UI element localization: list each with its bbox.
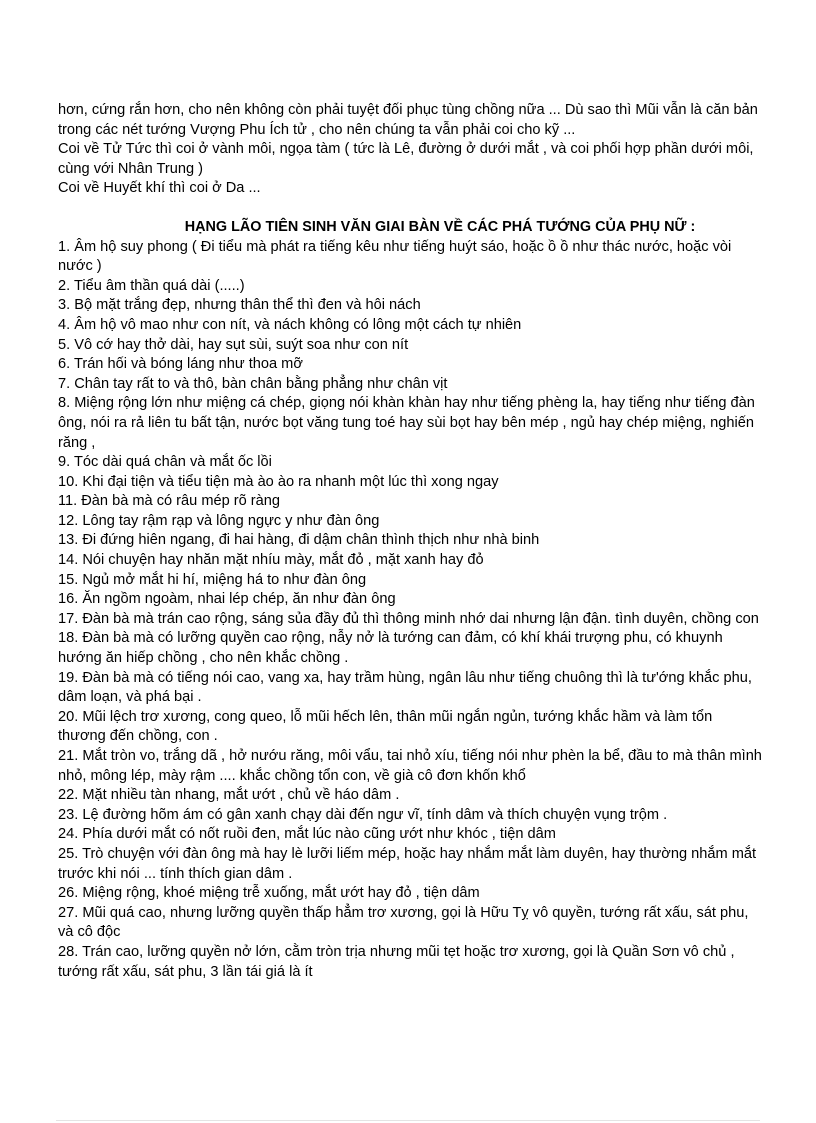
list-item: 6. Trán hối và bóng láng như thoa mỡ <box>58 356 303 373</box>
list-item: 22. Mặt nhiều tàn nhang, mắt ướt , chủ về háo dâm . <box>58 787 400 804</box>
list-item: 8. Miệng rộng lớn như miệng cá chép, giọng nói khàn khàn hay như tiếng phèng la, hay tiếng như tiếng đàn ông, nói ra rả liên tu bất tận, nước bọt văng tung toé hay sùi bọt hay bên mép , ngủ hay chép miệng, nghiến răng , <box>58 395 755 451</box>
list-item: 25. Trò chuyện với đàn ông mà hay lè lưỡi liếm mép, hoặc hay nhắm mắt làm duyên, hay thường nhắm mắt trước khi nói ... tính thích gian dâm . <box>58 845 757 882</box>
list-item: 5. Vô cớ hay thở dài, hay sụt sùi, suýt soa như con nít <box>58 336 409 353</box>
list-item: 14. Nói chuyện hay nhăn mặt nhíu mày, mắt đỏ , mặt xanh hay đỏ <box>58 552 484 569</box>
intro-paragraph: Coi về Huyết khí thì coi ở Da ... <box>58 180 261 197</box>
list-item: 24. Phía dưới mắt có nốt ruồi đen, mắt lúc nào cũng ướt như khóc , tiện dâm <box>58 826 556 843</box>
list-item: 19. Đàn bà mà có tiếng nói cao, vang xa, hay trầm hùng, ngân lâu như tiếng chuông thì là tư'ớng khắc phu, dâm loạn, và phá bại . <box>58 669 752 706</box>
list-item: 1. Âm hộ suy phong ( Đi tiểu mà phát ra tiếng kêu như tiếng huýt sáo, hoặc ồ ồ như thác nước, hoặc vòi nước ) <box>58 238 732 275</box>
intro-paragraph: hơn, cứng rắn hơn, cho nên không còn phải tuyệt đối phục tùng chồng nữa ... Dù sao thì Mũi vẫn là căn bản trong các nét tướng Vượng Phu Ích tử , cho nên chúng ta vẫn phải coi cho kỹ ... <box>58 102 758 138</box>
list-item: 21. Mắt tròn vo, trắng dã , hở nướu răng, môi vẩu, tai nhỏ xíu, tiếng nói như phèn la bể, đầu to mà thân mình nhỏ, mông lép, mày rậm .... khắc chồng tổn con, về già cô đơn khốn khổ <box>58 748 762 784</box>
document-page <box>58 101 762 982</box>
list-item: 27. Mũi quá cao, nhưng lưỡng quyền thấp hẳm trơ xương, gọi là Hữu Tỵ vô quyền, tướng rất xấu, sát phu, và cô độc <box>58 904 749 941</box>
section-heading: HẠNG LÃO TIÊN SINH VĂN GIAI BÀN VỀ CÁC PHÁ TƯỚNG CỦA PHỤ NỮ : <box>184 218 696 235</box>
list-item: 11. Đàn bà mà có râu mép rõ ràng <box>58 493 280 510</box>
intro-paragraph: Coi về Tử Tức thì coi ở vành môi, ngọa tàm ( tức là Lê, đường ở dưới mắt , và coi phối hợp phần dưới môi, cùng với Nhân Trung ) <box>58 141 754 177</box>
list-item: 12. Lông tay rậm rạp và lông ngực y như đàn ông <box>58 512 380 529</box>
list-item: 28. Trán cao, lưỡng quyền nở lớn, cằm tròn trịa nhưng mũi tẹt hoặc trơ xương, gọi là Quần Sơn vô chủ , tướng rất xấu, sát phu, 3 lần tái giá là ít <box>58 943 735 980</box>
page-bottom-divider <box>56 1120 760 1121</box>
list-item: 10. Khi đại tiện và tiểu tiện mà ào ào ra nhanh một lúc thì xong ngay <box>58 473 499 490</box>
list-item: 7. Chân tay rất to và thô, bàn chân bằng phẳng như chân vịt <box>58 375 448 392</box>
list-item: 15. Ngủ mở mắt hi hí, miệng há to như đàn ông <box>58 571 367 588</box>
list-item: 16. Ăn ngồm ngoàm, nhai lép chép, ăn như đàn ông <box>58 591 396 608</box>
list-item: 3. Bộ mặt trắng đẹp, nhưng thân thể thì đen và hôi nách <box>58 297 421 314</box>
list-item: 23. Lệ đường hõm ám có gân xanh chạy dài đến ngư vĩ, tính dâm và thích chuyện vụng trộm . <box>58 806 668 823</box>
list-item: 17. Đàn bà mà trán cao rộng, sáng sủa đầy đủ thì thông minh nhớ dai nhưng lận đận. tình duyên, chồng con <box>58 610 759 627</box>
list <box>58 238 762 983</box>
spacer <box>58 199 762 218</box>
list-item: 13. Đi đứng hiên ngang, đi hai hàng, đi dậm chân thình thịch như nhà binh <box>58 532 540 549</box>
list-item: 4. Âm hộ vô mao như con nít, và nách không có lông một cách tự nhiên <box>58 316 522 333</box>
list-item: 26. Miệng rộng, khoé miệng trễ xuống, mắt ướt hay đỏ , tiện dâm <box>58 885 480 902</box>
list-item: 18. Đàn bà mà có lưỡng quyền cao rộng, nẫy nở là tướng can đảm, có khí khái trượng phu, có khuynh hướng ăn hiếp chồng , cho nên khắc chồng . <box>58 630 723 667</box>
list-item: 20. Mũi lệch trơ xương, cong queo, lỗ mũi hếch lên, thân mũi ngắn ngủn, tướng khắc hầm và làm tổn thương đến chồng, con . <box>58 708 713 745</box>
list-item: 9. Tóc dài quá chân và mắt ốc lồi <box>58 454 272 471</box>
list-item: 2. Tiểu âm thần quá dài (.....) <box>58 277 245 294</box>
